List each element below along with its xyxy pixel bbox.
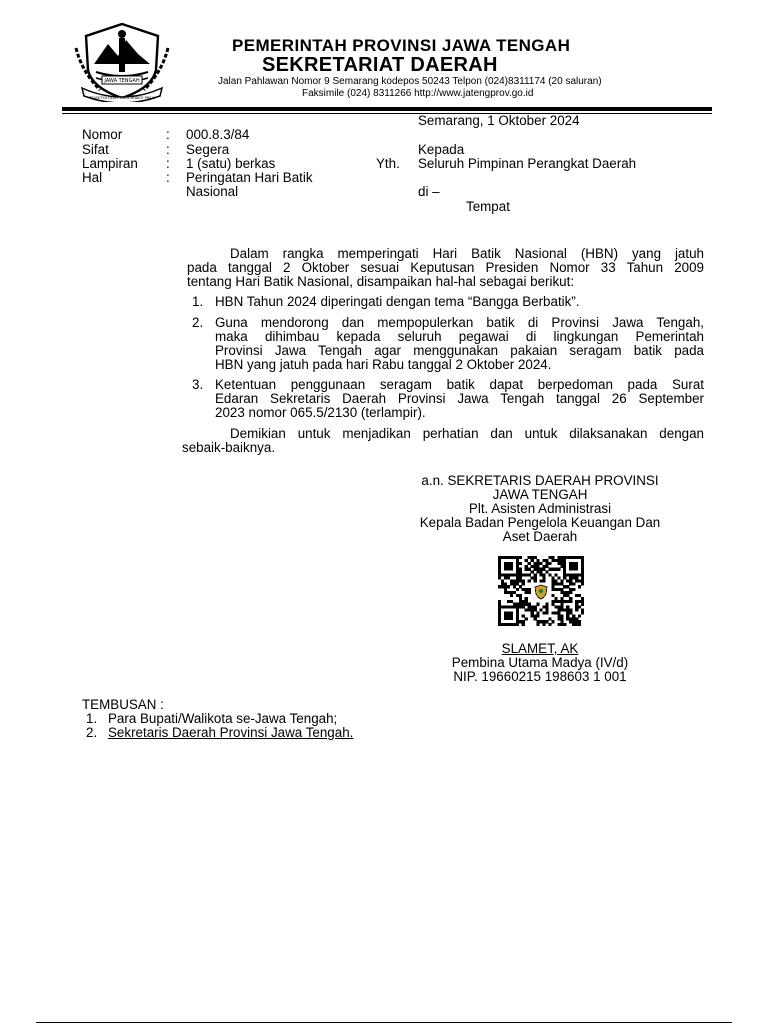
header-rule-thin (62, 113, 712, 114)
header-address: Jalan Pahlawan Nomor 9 Semarang kodepos 50243 Telpon (024)8311174 (20 saluran) (218, 76, 602, 87)
list-item-line: Ketentuan penggunaan seragam batik dapat berpedoman pada Surat (215, 377, 704, 392)
recipient-tempat: Tempat (466, 199, 510, 214)
meta-label-lampiran: Lampiran (82, 156, 138, 171)
footer-rule (36, 1022, 732, 1023)
signatory-name: SLAMET, AK (501, 641, 579, 656)
list-item-number: 1. (192, 294, 204, 309)
meta-label-nomor: Nomor (82, 127, 123, 142)
meta-value-nomor: 000.8.3/84 (186, 127, 250, 142)
recipient-name: Seluruh Pimpinan Perangkat Daerah (418, 156, 637, 171)
logo-motto-text: PRASETYA ULAH SAKTI BHAKTI PRAJA (88, 96, 156, 100)
recipient-di: di – (418, 184, 440, 199)
signature-line-4: Kepala Badan Pengelola Keuangan Dan (419, 515, 661, 530)
signature-line-2: JAWA TENGAH (492, 487, 588, 502)
tembusan-item-number: 1. (86, 711, 98, 726)
tembusan-item-number: 2. (86, 725, 98, 740)
header-office: SEKRETARIAT DAERAH (262, 54, 498, 76)
letter-date: Semarang, 1 Oktober 2024 (418, 113, 580, 128)
jawa-tengah-emblem (72, 18, 172, 102)
signatory-rank: Pembina Utama Madya (IV/d) (451, 655, 629, 670)
signature-line-3: Plt. Asisten Administrasi (468, 501, 612, 516)
meta-value-sifat: Segera (186, 142, 230, 157)
tembusan-item: Sekretaris Daerah Provinsi Jawa Tengah. (108, 725, 354, 740)
recipient-kepada: Kepada (418, 142, 465, 157)
meta-value-lampiran: 1 (satu) berkas (186, 156, 276, 171)
meta-sep: : (166, 156, 170, 171)
tembusan-title: TEMBUSAN : (82, 697, 164, 712)
e-signature-qr-code (498, 556, 584, 626)
list-item-line: 2023 nomor 065.5/2130 (terlampir). (215, 405, 426, 420)
intro-line-2: pada tanggal 2 Oktober sesuai Keputusan Presiden Nomor 33 Tahun 2009 (187, 260, 704, 275)
list-item-number: 2. (192, 315, 204, 330)
meta-label-sifat: Sifat (82, 142, 109, 157)
header-government: PEMERINTAH PROVINSI JAWA TENGAH (232, 36, 571, 55)
list-item-line: HBN Tahun 2024 diperingati dengan tema “Bangga Berbatik”. (215, 294, 580, 309)
signature-line-1: a.n. SEKRETARIS DAERAH PROVINSI (421, 473, 659, 488)
list-item-number: 3. (192, 377, 204, 392)
logo-ribbon-text: JAWA TENGAH (104, 78, 140, 84)
header-fax: Faksimile (024) 8311266 http://www.jatengprov.go.id (302, 88, 534, 99)
meta-sep: : (166, 170, 170, 185)
signature-line-5: Aset Daerah (502, 529, 578, 544)
recipient-yth: Yth. (376, 156, 400, 171)
closing-line-2: sebaik-baiknya. (182, 440, 276, 455)
intro-line-1: Dalam rangka memperingati Hari Batik Nasional (HBN) yang jatuh (230, 246, 704, 261)
header-rule-thick (62, 107, 712, 111)
list-item-line: maka dihimbau kepada seluruh pegawai di lingkungan Pemerintah (215, 329, 704, 344)
meta-value-hal: Peringatan Hari Batik (186, 170, 313, 185)
intro-line-3: tentang Hari Batik Nasional, disampaikan hal-hal sebagai berikut: (187, 274, 575, 289)
list-item-line: HBN yang jatuh pada hari Rabu tanggal 2 Oktober 2024. (215, 357, 552, 372)
meta-label-hal: Hal (82, 170, 103, 185)
meta-sep: : (166, 142, 170, 157)
tembusan-item: Para Bupati/Walikota se-Jawa Tengah; (108, 711, 338, 726)
meta-value-hal-cont: Nasional (186, 184, 239, 199)
list-item-line: Provinsi Jawa Tengah agar menggunakan pakaian seragam batik pada (215, 343, 704, 358)
signatory-nip: NIP. 19660215 198603 1 001 (453, 669, 627, 684)
list-item-line: Guna mendorong dan mempopulerkan batik di Provinsi Jawa Tengah, (215, 315, 704, 330)
closing-line-1: Demikian untuk menjadikan perhatian dan untuk dilaksanakan dengan (230, 426, 704, 441)
meta-sep: : (166, 127, 170, 142)
list-item-line: Edaran Sekretaris Daerah Provinsi Jawa Tengah tanggal 26 September (215, 391, 704, 406)
